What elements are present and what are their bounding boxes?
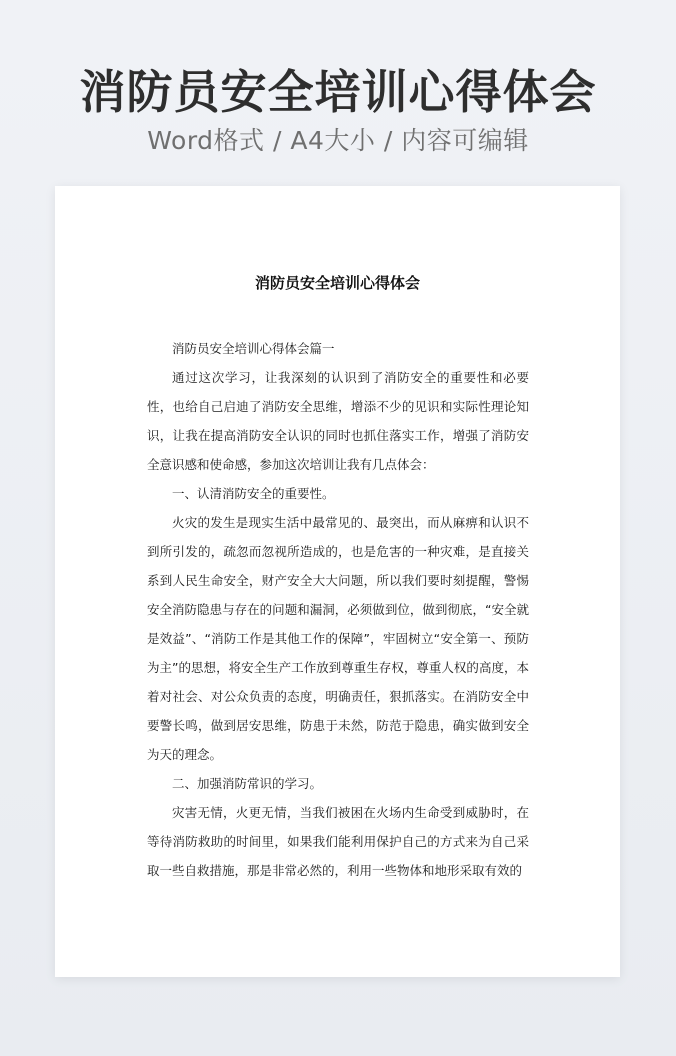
paragraph: 灾害无情，火更无情，当我们被困在火场内生命受到威胁时，在等待消防救助的时间里，如果我们能利用保护自己的方式来为自己采取一些自救措施，那是非常必然的，利用一些物体和地形采取有效的 [147,805,529,878]
subsection-heading: 二、加强消防常识的学习。 [172,776,323,791]
document-body [147,334,529,885]
paragraph: 通过这次学习，让我深刻的认识到了消防安全的重要性和必要性，也给自己启迪了消防安全思维，增添不少的见识和实际性理论知识，让我在提高消防安全认识的同时也抓住落实工作，增强了消防安全意识感和使命感，参加这次培训让我有几点体会： [147,370,529,472]
header [0,62,676,158]
page-subtitle: Word格式 / A4大小 / 内容可编辑 [147,126,529,155]
subsection-heading: 一、认清消防安全的重要性。 [172,486,335,501]
section-heading: 消防员安全培训心得体会篇一 [172,341,335,356]
page-title: 消防员安全培训心得体会 [79,65,597,119]
document-title: 消防员安全培训心得体会 [254,274,420,292]
document-page [55,186,620,977]
paragraph: 火灾的发生是现实生活中最常见的、最突出，而从麻痹和认识不到所引发的，疏忽而忽视所造成的，也是危害的一种灾难，是直接关系到人民生命安全，财产安全大大问题，所以我们要时刻提醒，警惕安全消防隐患与存在的问题和漏洞，必须做到位，做到彻底，“安全就是效益”、“消防工作是其他工作的保障”，牢固树立“安全第一、预防为主”的思想，将安全生产工作放到尊重生存权，尊重人权的高度，本着对社会、对公众负责的态度，明确责任，狠抓落实。在消防安全中要警长鸣，做到居安思维，防患于未然，防范于隐患，确实做到安全为天的理念。 [147,515,529,762]
